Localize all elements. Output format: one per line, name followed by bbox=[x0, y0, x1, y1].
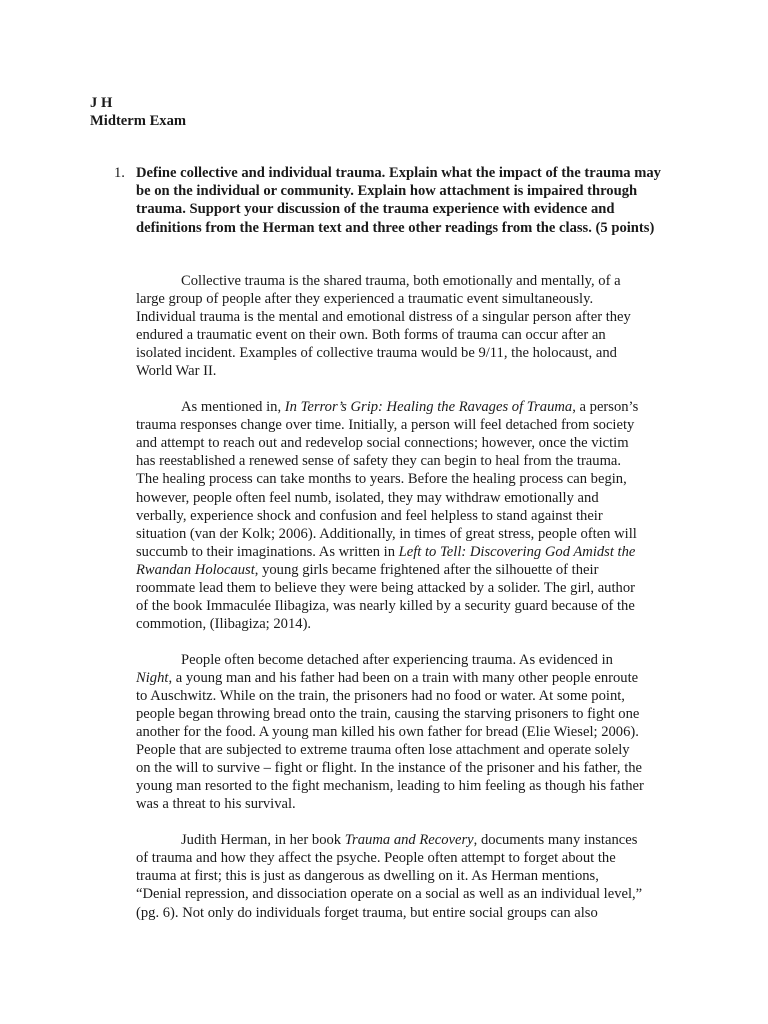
paragraph-4 bbox=[136, 831, 676, 921]
text-line: was a threat to his survival. bbox=[136, 796, 296, 813]
text-line bbox=[136, 669, 676, 687]
text-run: , young girls became frightened after the silhouette of their bbox=[254, 561, 599, 578]
document-title: Midterm Exam bbox=[90, 113, 187, 129]
text-line: large group of people after they experienced a traumatic event simultaneously. bbox=[136, 291, 594, 308]
text-line: The healing process can take months to years. Before the healing process can begin, bbox=[136, 471, 627, 488]
question-prompt: Define collective and individual trauma. Explain what the impact of the trauma may be on the individual or community. Explain how attachment is impaired through trauma. Support your discussion of the trauma experience with evidence and definitions from the Herman text and three other readings from the class. (5 points) bbox=[136, 165, 661, 236]
text-line: trauma at first; this is just as dangerous as dwelling on it. As Herman mentions, bbox=[136, 868, 599, 885]
book-title-left-to-tell-cont: Rwandan Holocaust bbox=[136, 561, 255, 578]
text-line: of the book Immaculée Ilibagiza, was nearly killed by a security guard because of the bbox=[136, 597, 635, 614]
text-line bbox=[136, 543, 676, 561]
text-run: , a young man and his father had been on a train with many other people enroute bbox=[168, 669, 639, 686]
document-header bbox=[90, 94, 186, 130]
text-line: has reestablished a renewed sense of safety they can begin to heal from the trauma. bbox=[136, 453, 622, 470]
text-line: People that are subjected to extreme trauma often lose attachment and operate solely bbox=[136, 742, 630, 759]
text-line: however, people often feel numb, isolated, they may withdraw emotionally and bbox=[136, 489, 599, 506]
text-line bbox=[136, 561, 676, 579]
paragraph-2 bbox=[136, 398, 676, 633]
text-line: on the will to survive – fight or flight. In the instance of the prisoner and his father, the bbox=[136, 760, 643, 777]
text-line: commotion, (Ilibagiza; 2014). bbox=[136, 615, 312, 632]
text-line: to Auschwitz. While on the train, the prisoners had no food or water. At some point, bbox=[136, 687, 625, 704]
text-line: isolated incident. Examples of collective trauma would be 9/11, the holocaust, and bbox=[136, 345, 617, 362]
author-initials: J H bbox=[90, 95, 113, 111]
text-line: Collective trauma is the shared trauma, both emotionally and mentally, of a bbox=[181, 273, 621, 289]
book-title-night: Night bbox=[136, 669, 169, 686]
text-line: young man resorted to the fight mechanism, leading to him feeling as though his father bbox=[136, 778, 644, 795]
book-title-left-to-tell: Left to Tell: Discovering God Amidst the bbox=[398, 543, 636, 560]
text-run: As mentioned in, bbox=[181, 399, 285, 416]
text-line: people began throwing bread onto the train, causing the starving prisoners to fight one bbox=[136, 706, 640, 723]
text-line: another for the food. A young man killed his own father for bread (Elie Wiesel; 2006). bbox=[136, 724, 639, 741]
text-line: trauma responses change over time. Initially, a person will feel detached from society bbox=[136, 417, 635, 434]
text-run: , documents many instances bbox=[473, 832, 638, 849]
answer-body bbox=[136, 272, 676, 940]
text-line: endured a traumatic event on their own. Both forms of trauma can occur after an bbox=[136, 327, 606, 344]
paragraph-1 bbox=[136, 272, 676, 380]
text-line: verbally, experience shock and confusion and feel helpless to stand against their bbox=[136, 507, 603, 524]
text-line: of trauma and how they affect the psyche. People often attempt to forget about the bbox=[136, 850, 616, 867]
text-line: Individual trauma is the mental and emotional distress of a singular person after they bbox=[136, 309, 631, 326]
book-title-trauma-and-recovery: Trauma and Recovery bbox=[344, 832, 474, 849]
paragraph-3 bbox=[136, 651, 676, 813]
text-line: People often become detached after experiencing trauma. As evidenced in bbox=[181, 651, 613, 668]
text-line bbox=[136, 398, 676, 416]
book-title-van-der-kolk: In Terror’s Grip: Healing the Ravages of Trauma bbox=[284, 399, 573, 416]
text-line: World War II. bbox=[136, 363, 217, 380]
text-run: , a person’s bbox=[572, 399, 639, 416]
question-1 bbox=[114, 164, 674, 237]
text-line: “Denial repression, and dissociation operate on a social as well as an individual level,” bbox=[136, 886, 643, 903]
text-line: (pg. 6). Not only do individuals forget trauma, but entire social groups can also bbox=[136, 904, 598, 921]
text-line: roommate lead them to believe they were being attacked by a solider. The girl, author bbox=[136, 579, 635, 596]
text-line: and attempt to reach out and redevelop social connections; however, once the victim bbox=[136, 435, 629, 452]
text-line bbox=[136, 831, 676, 849]
text-run: Judith Herman, in her book bbox=[181, 832, 345, 849]
text-run: succumb to their imaginations. As written in bbox=[136, 543, 399, 560]
question-number: 1. bbox=[114, 165, 125, 181]
text-line: situation (van der Kolk; 2006). Additionally, in times of great stress, people often will bbox=[136, 525, 637, 542]
